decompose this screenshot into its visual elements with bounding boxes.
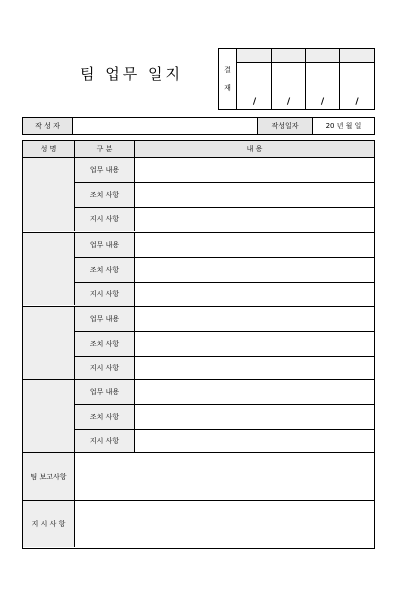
date-label: 작성일자 [258,118,313,134]
instructions-label: 지 시 사 항 [23,501,75,547]
row-category: 업무 내용 [75,380,135,404]
row-category: 지시 사항 [75,207,135,231]
row-category: 지시 사항 [75,282,135,306]
staff-group [23,232,374,305]
team-report-label: 팀 보고사항 [23,453,75,500]
instructions-section [23,500,374,547]
approval-date: / [252,97,257,107]
page-title: 팀 업무 일지 [80,65,183,83]
row-category: 조치 사항 [75,182,135,207]
row-category: 지시 사항 [75,356,135,380]
header-category: 구 분 [75,141,135,157]
approval-slot-2[interactable] [271,49,305,109]
approval-label-bottom: 재 [224,84,231,92]
date-field[interactable]: 20 년 월 일 [325,122,362,130]
row-divider [75,356,374,357]
row-category: 업무 내용 [75,158,135,182]
approval-slot-header [340,49,374,63]
team-report-section [23,452,374,500]
staff-group [23,306,374,379]
row-category: 조치 사항 [75,331,135,356]
staff-name-cell[interactable] [23,158,75,231]
staff-name-cell[interactable] [23,307,75,379]
log-table [22,140,375,549]
row-divider [75,282,374,283]
row-divider [75,429,374,430]
author-row [22,117,375,135]
row-category: 업무 내용 [75,307,135,331]
approval-date: / [355,97,359,107]
row-divider [75,182,374,183]
approval-slot-4[interactable] [339,49,374,109]
table-header [23,141,374,158]
approval-slot-header [237,49,272,63]
row-divider [75,331,374,332]
approval-date: / [286,97,291,107]
row-category: 지시 사항 [75,429,135,453]
staff-group [23,158,374,231]
author-label: 작 성 자 [23,118,73,134]
row-divider [75,207,374,208]
header-name: 성 명 [23,141,75,157]
row-category: 조치 사항 [75,257,135,282]
row-divider [75,257,374,258]
author-field[interactable] [73,118,258,134]
approval-slot-header [272,49,305,63]
header-content: 내 용 [246,145,263,153]
approval-box [218,48,375,110]
row-divider [75,404,374,405]
approval-slot-header [306,49,339,63]
approval-date: / [320,97,325,107]
approval-label-top: 결 [224,66,231,74]
staff-group [23,379,374,452]
row-category: 조치 사항 [75,404,135,429]
staff-name-cell[interactable] [23,380,75,452]
approval-label [219,49,237,109]
approval-slot-3[interactable] [305,49,339,109]
approval-slot-1[interactable] [237,49,272,109]
staff-name-cell[interactable] [23,233,75,305]
row-category: 업무 내용 [75,233,135,257]
